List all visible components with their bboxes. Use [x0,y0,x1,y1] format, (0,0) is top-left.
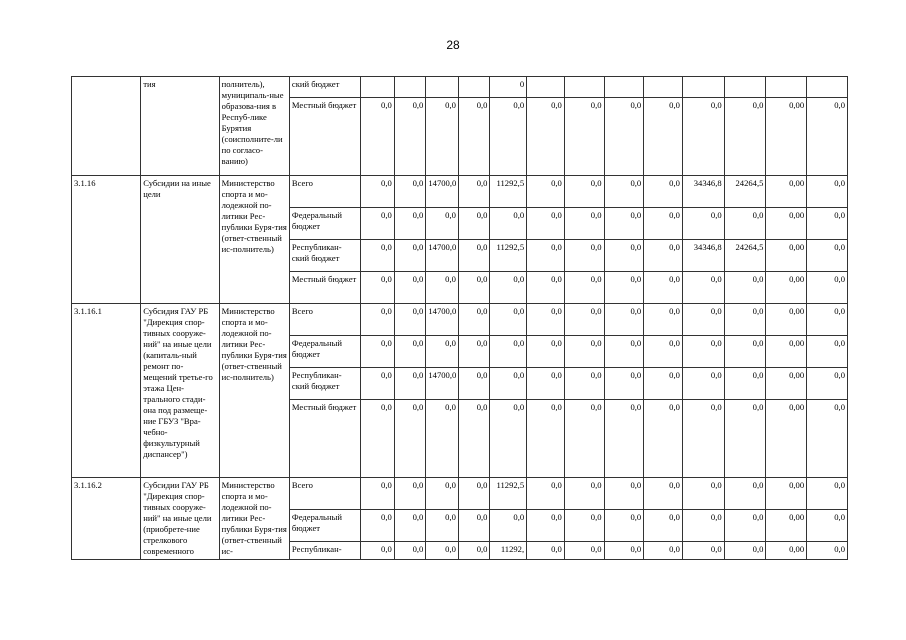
value-cell: 0,0 [644,98,683,176]
value-cell: 0,00 [766,304,807,336]
value-cell: 0,0 [807,510,848,542]
value-cell: 0,0 [394,272,426,304]
value-cell: 0,0 [604,368,644,400]
value-cell: 0,0 [527,368,565,400]
value-cell: 0,0 [682,542,724,560]
value-cell: 0,0 [458,176,490,208]
value-cell [527,77,565,98]
funding-source-cell: Всего [289,304,360,336]
value-cell: 0,0 [564,478,604,510]
value-cell: 0,0 [527,98,565,176]
value-cell [361,77,395,98]
value-cell: 0,0 [426,510,459,542]
value-cell: 0,00 [766,240,807,272]
value-cell: 11292, [490,542,527,560]
value-cell: 0,0 [426,208,459,240]
value-cell: 0,0 [458,478,490,510]
value-cell: 0,0 [458,208,490,240]
value-cell: 0,0 [724,368,766,400]
value-cell: 0,0 [426,542,459,560]
value-cell: 0,0 [426,400,459,478]
row-executor-cell: Министерство спорта и мо-лодежной по-литики Рес-публики Буря-тия (ответ-ственный ис-полнитель) [219,304,289,478]
value-cell [426,77,459,98]
value-cell: 0,0 [394,98,426,176]
value-cell [807,77,848,98]
value-cell: 0,0 [527,208,565,240]
value-cell: 0,0 [644,240,683,272]
value-cell: 0,0 [361,272,395,304]
value-cell: 0,00 [766,336,807,368]
row-code-cell: 3.1.16.2 [72,478,141,560]
value-cell: 0,0 [682,400,724,478]
value-cell: 0,0 [361,478,395,510]
value-cell: 0,0 [527,336,565,368]
value-cell: 24264,5 [724,176,766,208]
row-name-cell: Субсидия ГАУ РБ "Дирекция спор-тивных сооруже-ний" на иные цели (капиталь-ный ремонт по-мещений третье-го этажа Цен-трального стади-она под размеще-ние ГБУЗ "Вра-чебно-физкультурный диспансер") [141,304,219,478]
value-cell: 34346,8 [682,176,724,208]
value-cell: 0,0 [458,98,490,176]
row-name-cell: Субсидии на иные цели [141,176,219,304]
table-row [72,478,848,510]
value-cell: 0,0 [564,336,604,368]
value-cell: 0,0 [564,304,604,336]
value-cell: 0,0 [807,542,848,560]
value-cell: 0,0 [604,176,644,208]
value-cell: 0,0 [361,336,395,368]
funding-source-cell: ский бюджет [289,77,360,98]
value-cell: 0,0 [724,98,766,176]
value-cell: 0,00 [766,272,807,304]
value-cell: 0,0 [527,400,565,478]
value-cell: 0,0 [394,368,426,400]
value-cell: 0,0 [807,336,848,368]
value-cell: 0,0 [604,542,644,560]
value-cell: 0,0 [361,304,395,336]
value-cell: 14700,0 [426,304,459,336]
value-cell: 0,0 [490,304,527,336]
value-cell: 0,00 [766,176,807,208]
value-cell: 0,0 [682,478,724,510]
value-cell: 0,0 [644,400,683,478]
value-cell [394,77,426,98]
row-name-cell: тия [141,77,219,176]
table-body [72,77,848,560]
value-cell: 0,0 [361,176,395,208]
value-cell [458,77,490,98]
value-cell: 0,0 [682,510,724,542]
value-cell: 0,0 [644,368,683,400]
value-cell: 0,0 [644,542,683,560]
value-cell: 0,0 [564,368,604,400]
row-executor-cell: Министерство спорта и мо-лодежной по-литики Рес-публики Буря-тия (ответ-ственный ис- [219,478,289,560]
value-cell: 0,0 [682,368,724,400]
value-cell: 0,0 [564,510,604,542]
value-cell: 0,0 [394,208,426,240]
page-number: 28 [446,38,460,52]
table-row [72,77,848,98]
row-code-cell: 3.1.16 [72,176,141,304]
value-cell: 14700,0 [426,240,459,272]
value-cell: 0,0 [604,208,644,240]
value-cell: 0,00 [766,400,807,478]
value-cell: 11292,5 [490,240,527,272]
value-cell: 0,0 [426,98,459,176]
value-cell: 0,0 [724,478,766,510]
value-cell: 0,0 [682,98,724,176]
value-cell [644,77,683,98]
value-cell: 0,0 [807,368,848,400]
value-cell: 0,0 [458,510,490,542]
value-cell: 0,0 [644,510,683,542]
funding-source-cell: Местный бюджет [289,272,360,304]
value-cell: 0,0 [564,98,604,176]
value-cell: 0,0 [604,478,644,510]
value-cell: 0,0 [724,336,766,368]
row-code-cell: 3.1.16.1 [72,304,141,478]
funding-source-cell: Республикан-ский бюджет [289,240,360,272]
value-cell: 0,0 [394,478,426,510]
funding-source-cell: Федеральный бюджет [289,336,360,368]
value-cell: 0,0 [490,98,527,176]
value-cell: 0,0 [724,272,766,304]
value-cell: 0,00 [766,368,807,400]
value-cell: 0,0 [564,542,604,560]
funding-source-cell: Федеральный бюджет [289,510,360,542]
value-cell: 0,0 [527,272,565,304]
value-cell: 0,0 [604,98,644,176]
value-cell: 0,0 [527,510,565,542]
funding-source-cell: Республикан-ский бюджет [289,368,360,400]
value-cell: 0,0 [361,510,395,542]
value-cell: 0,0 [807,176,848,208]
value-cell: 14700,0 [426,176,459,208]
value-cell [766,77,807,98]
value-cell: 0,00 [766,208,807,240]
value-cell: 0,0 [807,304,848,336]
value-cell: 0,0 [682,272,724,304]
value-cell: 0,0 [527,240,565,272]
row-executor-cell: полнитель), муниципаль-ные образова-ния в Респуб-лике Бурятия (соисполните-ли по согласо-ванию) [219,77,289,176]
value-cell: 0,0 [604,240,644,272]
value-cell: 0,0 [490,400,527,478]
value-cell: 0,0 [724,542,766,560]
value-cell: 0,0 [604,336,644,368]
value-cell: 0,0 [490,510,527,542]
value-cell: 0,0 [564,400,604,478]
value-cell: 0 [490,77,527,98]
value-cell: 0,0 [604,304,644,336]
value-cell: 0,0 [644,176,683,208]
value-cell: 0,0 [361,368,395,400]
value-cell: 0,0 [361,208,395,240]
value-cell: 0,0 [682,304,724,336]
value-cell: 0,0 [394,336,426,368]
value-cell: 0,0 [458,368,490,400]
value-cell: 0,0 [527,542,565,560]
value-cell: 0,0 [724,304,766,336]
value-cell: 0,0 [394,240,426,272]
value-cell: 0,0 [724,208,766,240]
value-cell: 0,0 [807,478,848,510]
value-cell: 0,0 [394,400,426,478]
value-cell: 0,0 [458,336,490,368]
funding-source-cell: Федеральный бюджет [289,208,360,240]
value-cell: 0,0 [426,478,459,510]
value-cell: 0,0 [527,304,565,336]
value-cell: 0,0 [644,336,683,368]
table-row [72,304,848,336]
value-cell: 0,0 [682,336,724,368]
value-cell: 0,0 [724,400,766,478]
value-cell: 0,0 [361,240,395,272]
value-cell: 0,0 [458,400,490,478]
value-cell: 11292,5 [490,478,527,510]
value-cell: 0,0 [394,542,426,560]
funding-source-cell: Всего [289,478,360,510]
value-cell: 0,0 [682,208,724,240]
value-cell: 0,0 [394,304,426,336]
value-cell: 0,0 [564,208,604,240]
row-name-cell: Субсидии ГАУ РБ "Дирекция спор-тивных сооруже-ний" на иные цели (приобрете-ние стрелкового современного [141,478,219,560]
value-cell: 0,0 [361,400,395,478]
value-cell: 0,0 [644,304,683,336]
value-cell: 0,0 [426,336,459,368]
value-cell [604,77,644,98]
value-cell: 0,0 [458,272,490,304]
value-cell: 0,0 [604,400,644,478]
value-cell: 0,00 [766,478,807,510]
value-cell [682,77,724,98]
value-cell: 0,0 [426,272,459,304]
value-cell: 0,0 [490,272,527,304]
value-cell: 0,00 [766,510,807,542]
value-cell: 0,0 [644,272,683,304]
value-cell [564,77,604,98]
value-cell: 0,00 [766,542,807,560]
value-cell: 0,0 [807,272,848,304]
funding-source-cell: Местный бюджет [289,98,360,176]
value-cell: 24264,5 [724,240,766,272]
value-cell: 0,0 [490,336,527,368]
value-cell: 0,0 [458,304,490,336]
value-cell: 0,0 [604,510,644,542]
budget-table [71,76,848,560]
value-cell: 0,0 [644,208,683,240]
funding-source-cell: Местный бюджет [289,400,360,478]
value-cell: 0,0 [490,208,527,240]
value-cell: 0,0 [527,176,565,208]
table-row [72,176,848,208]
value-cell: 0,0 [394,510,426,542]
funding-source-cell: Всего [289,176,360,208]
value-cell: 0,0 [807,208,848,240]
value-cell: 0,0 [458,542,490,560]
value-cell: 0,0 [361,98,395,176]
value-cell: 0,0 [724,510,766,542]
value-cell: 0,0 [807,240,848,272]
value-cell: 0,0 [564,272,604,304]
value-cell: 0,0 [458,240,490,272]
value-cell: 0,0 [490,368,527,400]
value-cell: 0,0 [361,542,395,560]
funding-source-cell: Республикан- [289,542,360,560]
value-cell: 11292,5 [490,176,527,208]
value-cell: 0,0 [564,176,604,208]
value-cell: 34346,8 [682,240,724,272]
value-cell: 0,0 [807,400,848,478]
value-cell: 0,0 [807,98,848,176]
value-cell: 0,0 [394,176,426,208]
value-cell [724,77,766,98]
value-cell: 0,0 [644,478,683,510]
row-code-cell [72,77,141,176]
row-executor-cell: Министерство спорта и мо-лодежной по-литики Рес-публики Буря-тия (ответ-ственный ис-полнитель) [219,176,289,304]
value-cell: 0,0 [564,240,604,272]
value-cell: 0,00 [766,98,807,176]
value-cell: 0,0 [604,272,644,304]
value-cell: 0,0 [527,478,565,510]
value-cell: 14700,0 [426,368,459,400]
